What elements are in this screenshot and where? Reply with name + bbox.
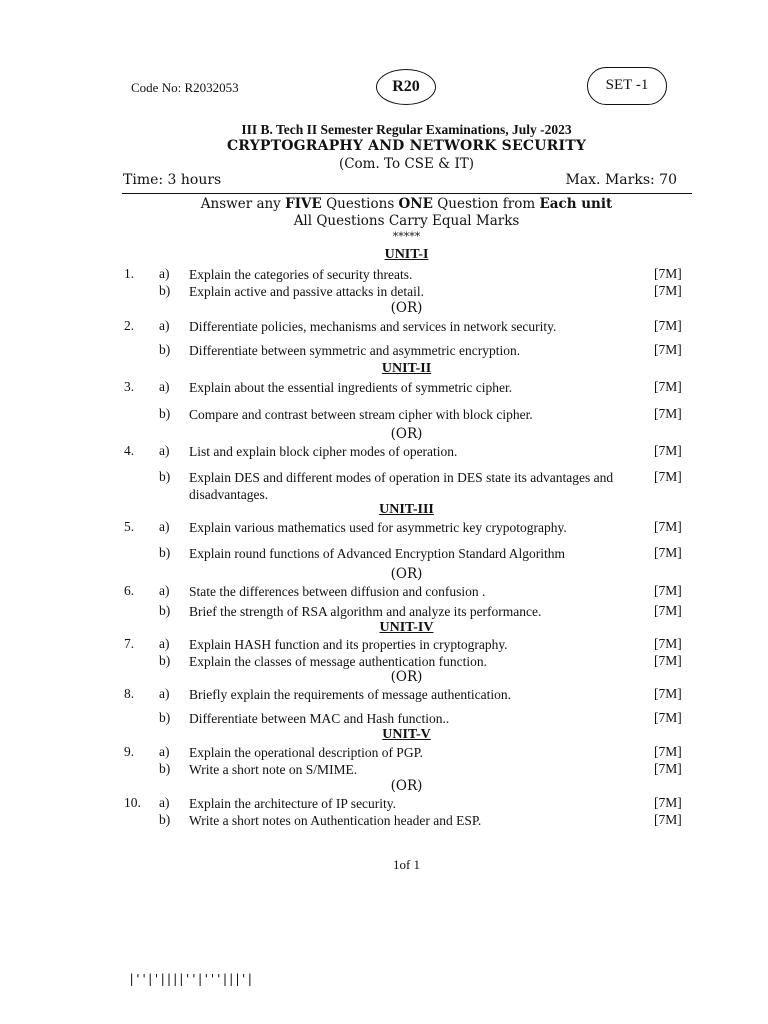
question-marks: [7M]: [654, 342, 682, 357]
separator-stars: *****: [392, 230, 421, 243]
question-text: Write a short notes on Authentication header and ESP.: [189, 813, 482, 828]
question-text: List and explain block cipher modes of operation.: [189, 444, 458, 459]
subject-title: CRYPTOGRAPHY AND NETWORK SECURITY: [226, 138, 587, 154]
instruction-line-1: Answer any FIVE Questions ONE Question from Each unit: [200, 196, 613, 212]
question-text: Brief the strength of RSA algorithm and analyze its performance.: [189, 604, 542, 619]
question-marks: [7M]: [654, 710, 682, 725]
instruction-line-2: All Questions Carry Equal Marks: [293, 213, 520, 229]
question-marks: [7M]: [654, 583, 682, 598]
question-marks: [7M]: [654, 318, 682, 333]
part-label: a): [159, 636, 170, 651]
question-marks: [7M]: [654, 469, 682, 484]
part-label: a): [159, 318, 170, 333]
question-marks: [7M]: [654, 545, 682, 560]
question-marks: [7M]: [654, 812, 682, 827]
question-marks: [7M]: [654, 603, 682, 618]
or-separator: (OR): [390, 778, 423, 794]
question-marks: [7M]: [654, 443, 682, 458]
or-separator: (OR): [390, 300, 423, 316]
part-label: a): [159, 795, 170, 810]
part-label: b): [159, 710, 171, 725]
question-marks: [7M]: [654, 686, 682, 701]
header-divider: [122, 193, 692, 194]
question-marks: [7M]: [654, 653, 682, 668]
page-number: 1of 1: [392, 857, 421, 872]
question-marks: [7M]: [654, 761, 682, 776]
question-text: Explain the classes of message authentication function.: [189, 654, 488, 669]
part-label: b): [159, 469, 171, 484]
question-number: 2.: [124, 318, 135, 333]
barcode: |''|'||||''|'''|||'|: [128, 972, 253, 986]
or-separator: (OR): [390, 669, 423, 685]
part-label: a): [159, 266, 170, 281]
question-marks: [7M]: [654, 519, 682, 534]
part-label: b): [159, 603, 171, 618]
question-text: Explain about the essential ingredients of symmetric cipher.: [189, 380, 513, 395]
unit-heading: UNIT-III: [379, 502, 434, 517]
question-text: Explain the categories of security threats.: [189, 267, 413, 282]
part-label: a): [159, 686, 170, 701]
unit-heading: UNIT-I: [384, 247, 429, 262]
question-text: Differentiate between MAC and Hash function..: [189, 711, 450, 726]
question-text: Explain DES and different modes of operation in DES state its advantages and disadvantages.: [189, 470, 614, 502]
question-marks: [7M]: [654, 795, 682, 810]
question-marks: [7M]: [654, 744, 682, 759]
unit-heading: UNIT-V: [382, 727, 431, 742]
question-text: Differentiate policies, mechanisms and services in network security.: [189, 319, 557, 334]
question-text: Write a short note on S/MIME.: [189, 762, 358, 777]
question-number: 10.: [124, 795, 141, 810]
question-number: 8.: [124, 686, 135, 701]
common-to: (Com. To CSE & IT): [338, 156, 475, 172]
part-label: a): [159, 443, 170, 458]
part-label: a): [159, 744, 170, 759]
question-text: Differentiate between symmetric and asymmetric encryption.: [189, 343, 521, 358]
part-label: a): [159, 519, 170, 534]
code-number: Code No: R2032053: [131, 80, 239, 95]
unit-heading: UNIT-IV: [379, 620, 434, 635]
part-label: b): [159, 761, 171, 776]
question-number: 5.: [124, 519, 135, 534]
unit-heading: UNIT-II: [381, 361, 432, 376]
question-text: Briefly explain the requirements of message authentication.: [189, 687, 512, 702]
question-text: Explain the operational description of PGP.: [189, 745, 423, 760]
question-marks: [7M]: [654, 636, 682, 651]
part-label: b): [159, 406, 171, 421]
set-badge: SET -1: [587, 67, 667, 105]
question-number: 6.: [124, 583, 135, 598]
question-number: 4.: [124, 443, 135, 458]
question-number: 1.: [124, 266, 135, 281]
question-marks: [7M]: [654, 406, 682, 421]
exam-time: Time: 3 hours: [123, 172, 222, 188]
part-label: b): [159, 283, 171, 298]
regulation-badge: R20: [376, 69, 436, 105]
question-text: State the differences between diffusion and confusion .: [189, 584, 486, 599]
or-separator: (OR): [390, 566, 423, 582]
question-text: Compare and contrast between stream cipher with block cipher.: [189, 407, 533, 422]
question-marks: [7M]: [654, 283, 682, 298]
max-marks: Max. Marks: 70: [565, 172, 677, 188]
part-label: b): [159, 653, 171, 668]
question-text: Explain the architecture of IP security.: [189, 796, 397, 811]
part-label: b): [159, 812, 171, 827]
question-marks: [7M]: [654, 266, 682, 281]
question-number: 3.: [124, 379, 135, 394]
question-text: Explain active and passive attacks in detail.: [189, 284, 425, 299]
question-number: 9.: [124, 744, 135, 759]
or-separator: (OR): [390, 426, 423, 442]
question-marks: [7M]: [654, 379, 682, 394]
question-number: 7.: [124, 636, 135, 651]
question-text: Explain various mathematics used for asymmetric key crypotography.: [189, 520, 567, 535]
part-label: a): [159, 379, 170, 394]
part-label: a): [159, 583, 170, 598]
question-text: Explain round functions of Advanced Encryption Standard Algorithm: [189, 546, 566, 561]
question-text: Explain HASH function and its properties in cryptography.: [189, 637, 508, 652]
part-label: b): [159, 342, 171, 357]
exam-title: III B. Tech II Semester Regular Examinations, July -2023: [241, 122, 572, 137]
part-label: b): [159, 545, 171, 560]
